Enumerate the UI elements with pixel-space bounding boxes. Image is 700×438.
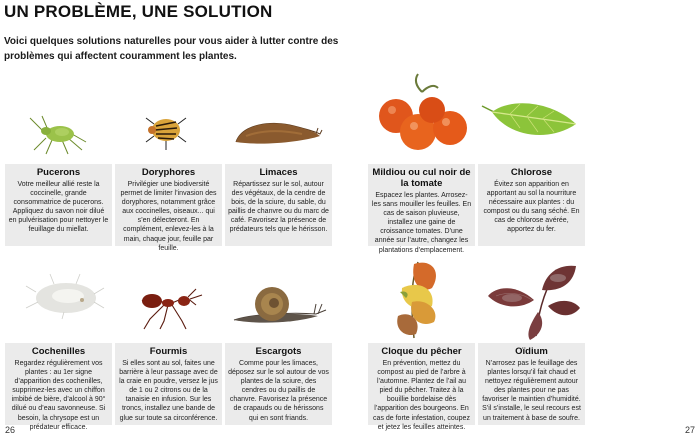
card-title: Mildiou ou cul noir de la tomate — [372, 167, 471, 189]
card-fourmis — [115, 343, 222, 425]
card-title: Fourmis — [149, 346, 188, 357]
card-text: Votre meilleur allié reste la coccinelle, grande consommatrice de pucerons. Appliquez du savon noir dilué en pulvérisation pour nettoyer le feuillage du miellat. — [8, 181, 109, 234]
slug-image — [232, 112, 326, 150]
ant-image — [134, 283, 206, 331]
page-number-right: 27 — [684, 425, 695, 435]
card-limaces — [225, 164, 332, 246]
card-title: Cloque du pêcher — [381, 346, 462, 357]
powdery-mildew-leaf-image — [486, 260, 582, 340]
mealybug-image — [24, 272, 106, 320]
card-text: Privilégier une biodiversité permet de limiter l’invasion des doryphores, notamment grâce aux coccinelles, oiseaux... qui s’en délecteront. En complément, enlevez-les à la main, chaque jour, feuille par feuille. — [120, 181, 217, 252]
intro-paragraph: Voici quelques solutions naturelles pour vous aider à lutter contre des problèmes qui affectent couramment les plantes. — [4, 36, 339, 62]
card-text: En prévention, mettez du compost au pied de l’arbre à l’automne. Plantez de l’ail au pied du pêcher. Traitez à la bouillie bordelaise dès l’apparition des bourgeons. En cas de forte infestation, coupez et jetez les feuilles atteintes. — [373, 360, 470, 431]
card-text: Répartissez sur le sol, autour des végétaux, de la cendre de bois, de la sciure, du sable, du paillis de chanvre ou du marc de café. Favorisez la présence de prédateurs tels que le hérisson. — [228, 181, 329, 234]
card-oidium — [478, 343, 585, 425]
card-pucerons — [5, 164, 112, 246]
card-text: Évitez son apparition en apportant au sol la nourriture nécessaire aux plantes : du compost ou du sang séché. En cas de chlorose avérée, apportez du fer. — [483, 181, 580, 234]
potato-beetle-image — [142, 108, 190, 152]
card-title: Escargots — [255, 346, 302, 357]
card-text: Comme pour les limaces, déposez sur le sol autour de vos plantes de la sciure, des cendres ou du paillis de chanvre. Favorisez la présence de crapauds ou de hérissons qui en sont friands. — [228, 360, 329, 422]
card-escargots — [225, 343, 332, 425]
page-title: UN PROBLÈME, UNE SOLUTION — [4, 2, 273, 21]
tomato-image — [378, 70, 470, 158]
card-text: Espacez les plantes. Arrosez-les sans mouiller les feuilles. En cas de saison pluvieuse, installez une gaine de croissance tomates. D’une année sur l’autre, changez les plantations d’emplacement. — [371, 192, 472, 254]
card-text: Regardez régulièrement vos plantes : au 1er signe d’apparition des cochenilles, supprimez-les avec un chiffon imbibé de bière, d’alcool à 90° dilué ou d’eau savonneuse. Si besoin, la chrysope est un prédateur efficace. — [11, 360, 106, 431]
card-title: Pucerons — [36, 167, 81, 178]
peach-leaf-curl-image — [392, 258, 448, 342]
card-title: Oïdium — [515, 346, 548, 357]
chlorotic-leaf-image — [480, 98, 580, 144]
card-title: Doryphores — [141, 167, 196, 178]
card-mildiou — [368, 164, 475, 254]
aphid-image — [24, 112, 94, 158]
card-cloque-du-pecher — [368, 343, 475, 431]
card-doryphores — [115, 164, 222, 252]
page-number-left: 26 — [5, 425, 16, 435]
card-chlorose — [478, 164, 585, 246]
card-title: Limaces — [259, 167, 298, 178]
snail-image — [232, 284, 330, 326]
card-title: Chlorose — [510, 167, 553, 178]
card-title: Cochenilles — [31, 346, 86, 357]
card-text: N’arrosez pas le feuillage des plantes lorsqu’il fait chaud et nettoyez régulièrement autour des plantes pour ne pas favoriser le maintien d’humidité. S’il s’installe, le seul recours est un traitement à base de soufre. — [482, 360, 581, 422]
card-text: Si elles sont au sol, faites une barrière à leur passage avec de la craie en poudre, versez le jus de 1 ou 2 citrons ou de la tanaisie en infusion. Sur les troncs, installez une bande de glue sur toute sa circonférence. — [119, 360, 218, 422]
